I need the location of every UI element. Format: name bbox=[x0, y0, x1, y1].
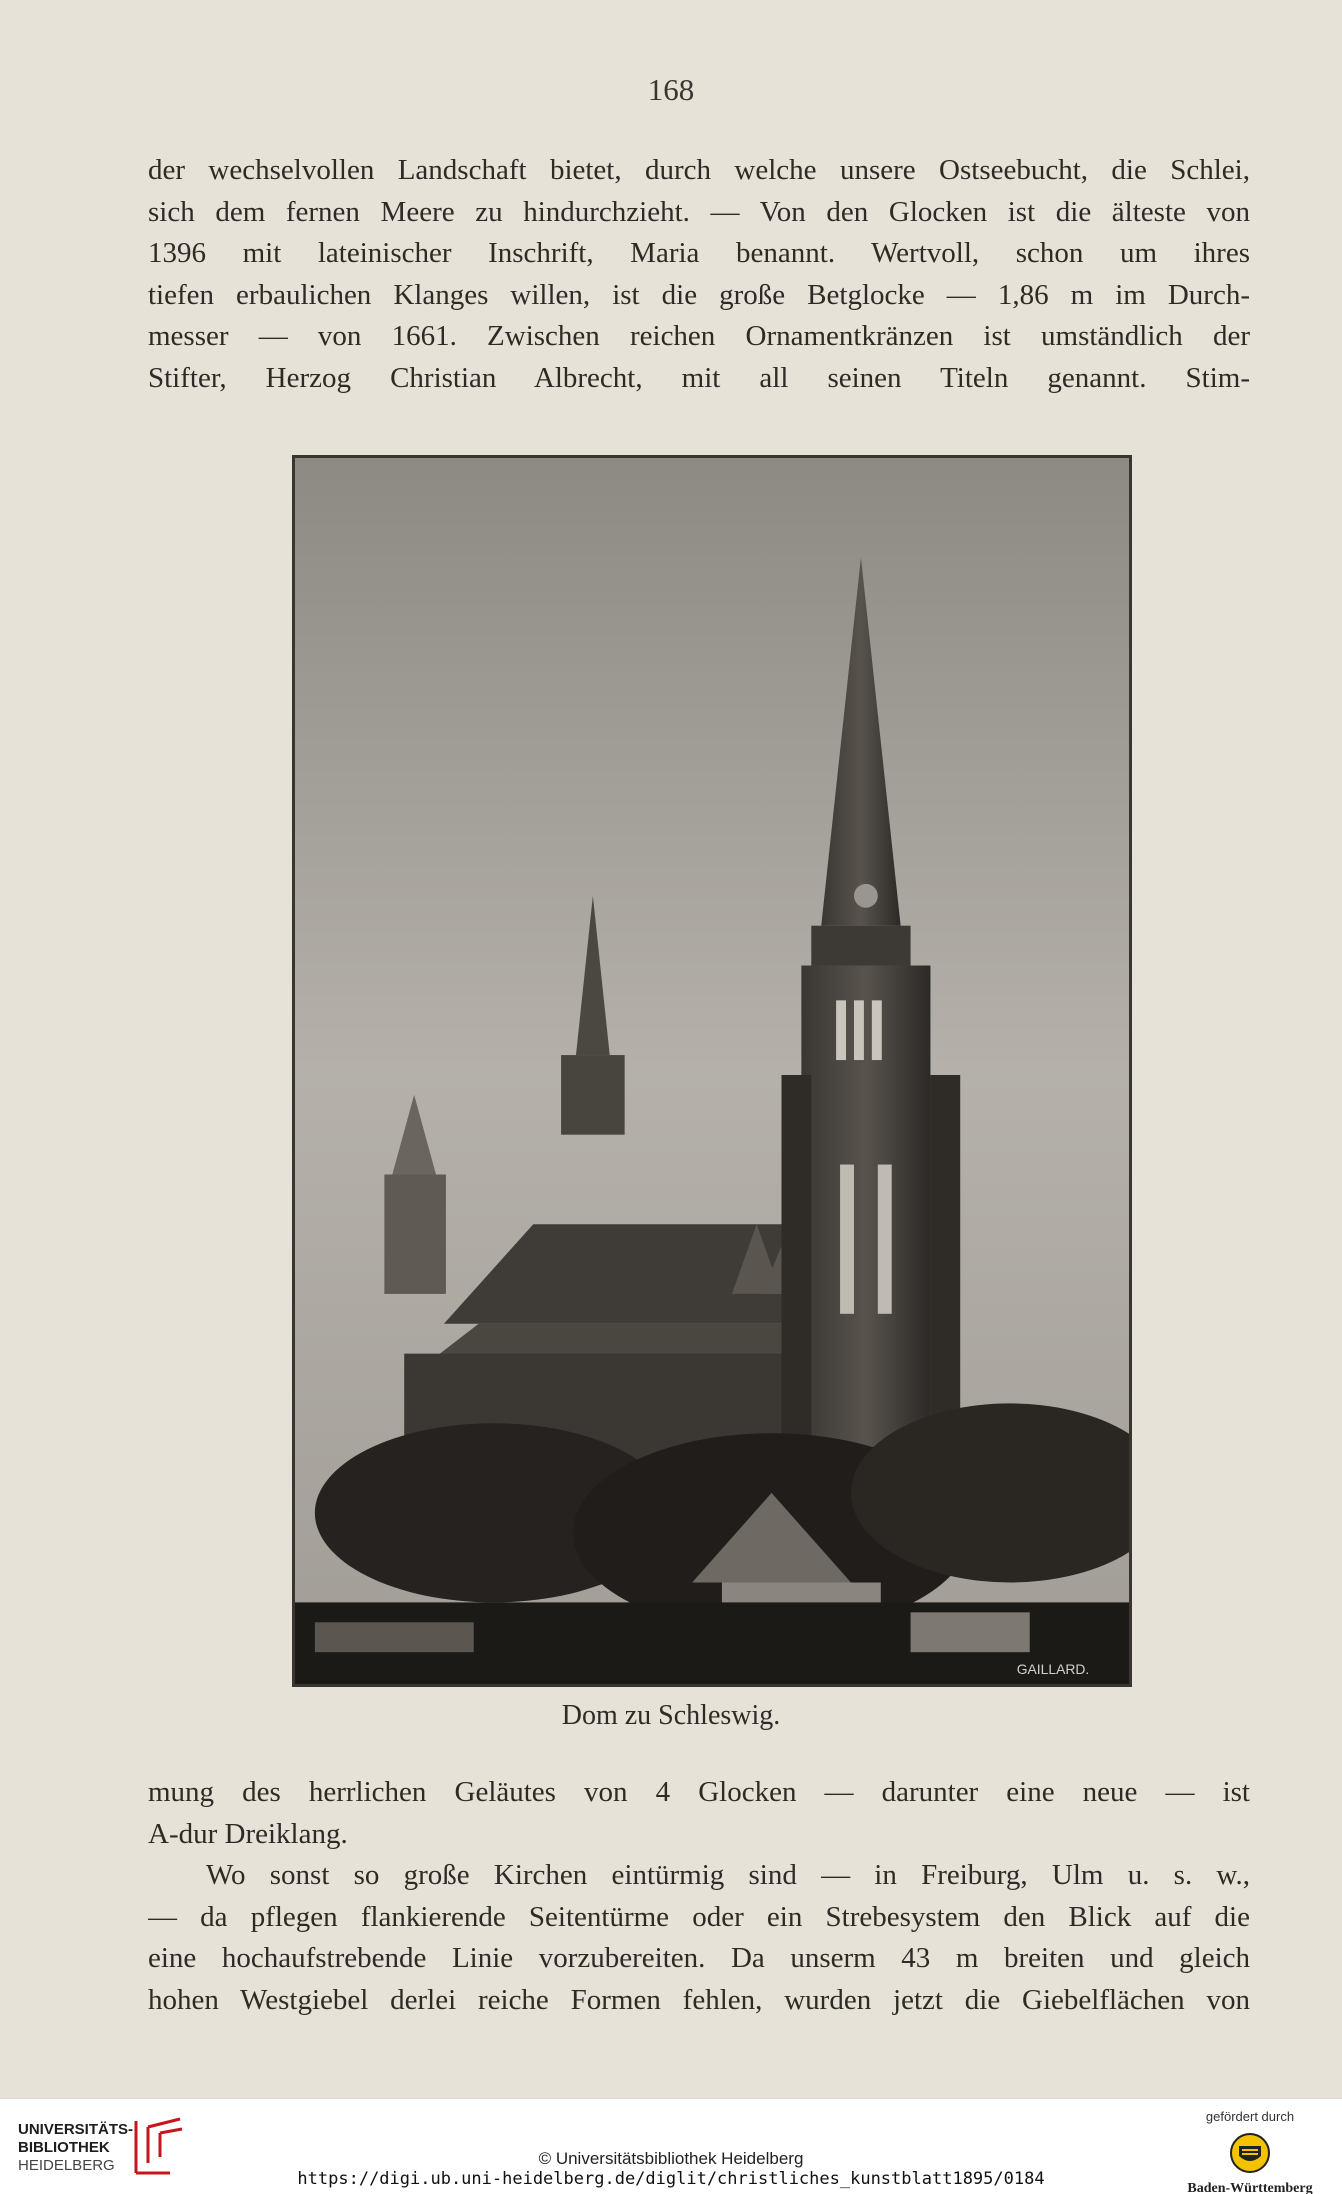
cathedral-illustration bbox=[295, 458, 1129, 1684]
text-line: eine hochaufstrebende Linie vorzubereiten. Da unserm 43 m breiten und gleich bbox=[148, 1942, 1250, 1974]
permalink-url[interactable]: https://digi.ub.uni-heidelberg.de/diglit/christliches_kunstblatt1895/0184 bbox=[297, 2169, 1045, 2189]
sponsor-block bbox=[1180, 2109, 1320, 2194]
text-line: messer — von 1661. Zwischen reichen Ornamentkränzen ist umständlich der bbox=[148, 320, 1250, 352]
text-line: mung des herrlichen Geläutes von 4 Glocken — darunter eine neue — ist bbox=[148, 1776, 1250, 1808]
digitization-footer bbox=[0, 2098, 1342, 2194]
text-line: 1396 mit lateinischer Inschrift, Maria benannt. Wertvoll, schon um ihres bbox=[148, 237, 1250, 269]
text-line: Stifter, Herzog Christian Albrecht, mit all seinen Titeln genannt. Stim- bbox=[148, 361, 1250, 394]
cathedral-photograph bbox=[292, 455, 1132, 1687]
paragraph-top bbox=[148, 150, 1250, 399]
text-line: sich dem fernen Meere zu hindurchzieht. — Von den Glocken ist die älteste von bbox=[148, 195, 1250, 228]
photographer-signature: GAILLARD. bbox=[1016, 1661, 1090, 1678]
library-name-line2: BIBLIOTHEK bbox=[18, 2139, 110, 2156]
sponsor-label: gefördert durch bbox=[1205, 2109, 1295, 2124]
sponsor-name: Baden-Württemberg bbox=[1187, 2181, 1313, 2194]
library-name-line1: UNIVERSITÄTS- bbox=[18, 2121, 134, 2138]
text-line: tiefen erbaulichen Klanges willen, ist die große Betglocke — 1,86 m im Durch- bbox=[148, 278, 1250, 311]
copyright-notice: © Universitätsbibliothek Heidelberg bbox=[538, 2149, 804, 2168]
text-line: der wechselvollen Landschaft bietet, durch welche unsere Ostseebucht, die Schlei, bbox=[148, 154, 1250, 186]
text-line: A-dur Dreiklang. bbox=[148, 1817, 348, 1850]
figure-caption: Dom zu Schleswig. bbox=[561, 1700, 781, 1731]
text-line: Wo sonst so große Kirchen eintürmig sind — in Freiburg, Ulm u. s. w., bbox=[206, 1859, 1250, 1891]
state-coat-of-arms-icon bbox=[1229, 2132, 1271, 2174]
text-line: hohen Westgiebel derlei reiche Formen fehlen, wurden jetzt die Giebelflächen von bbox=[148, 1983, 1250, 2016]
text-line: — da pflegen flankierende Seitentürme oder ein Strebesystem den Blick auf die bbox=[148, 1900, 1250, 1933]
page-number: 168 bbox=[647, 72, 695, 107]
library-name-line3: HEIDELBERG bbox=[18, 2157, 115, 2174]
paragraph-bottom bbox=[148, 1772, 1250, 2021]
